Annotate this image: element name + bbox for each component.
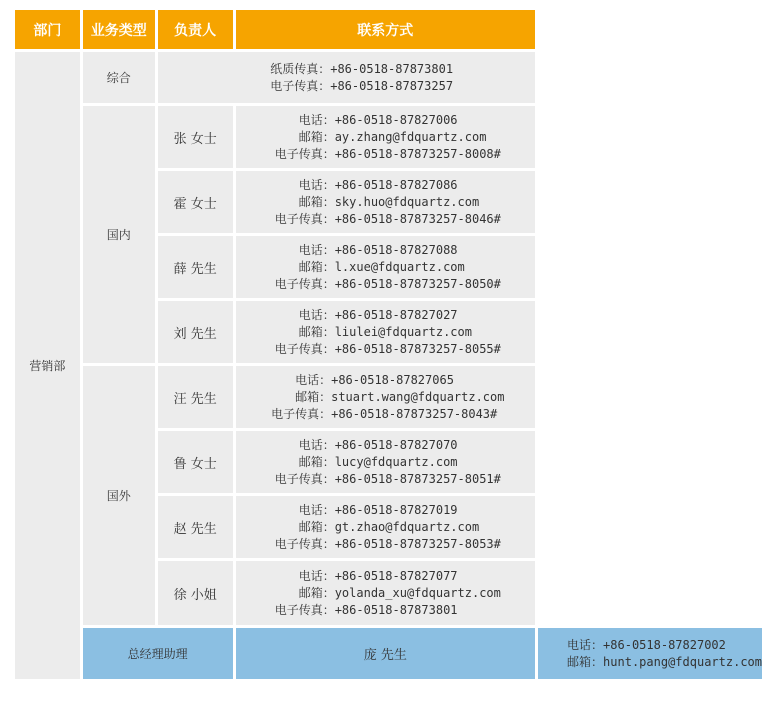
tel-label: 电话： <box>298 112 335 127</box>
efax-label: 电子传真： <box>274 146 335 161</box>
email-label: 邮箱： <box>567 654 604 669</box>
email-label: 邮箱： <box>298 585 335 600</box>
tel-label: 电话： <box>298 568 335 583</box>
person-name: 徐 小姐 <box>156 560 234 627</box>
tel-value: +86-0518-87827027 <box>334 307 458 322</box>
email-label: 邮箱： <box>298 194 335 209</box>
efax-label: 电子传真： <box>270 78 331 93</box>
department-gm-assistant: 总经理助理 <box>81 627 234 681</box>
efax-value: +86-0518-87873257-8050# <box>334 276 501 291</box>
header-person: 负责人 <box>156 9 234 51</box>
contact-cell <box>234 300 537 365</box>
person-name: 霍 女士 <box>156 170 234 235</box>
email-label: 邮箱： <box>298 324 335 339</box>
header-row <box>14 9 764 51</box>
tel-label: 电话： <box>567 637 604 652</box>
efax-label: 电子传真： <box>274 471 335 486</box>
tel-label: 电话： <box>298 437 335 452</box>
efax-value: +86-0518-87873257-8053# <box>334 536 501 551</box>
table-row <box>14 105 764 170</box>
contact-cell-general <box>156 51 536 105</box>
tel-label: 电话： <box>298 177 335 192</box>
email-value: ay.zhang@fdquartz.com <box>334 129 487 144</box>
table-row-gm-assistant <box>14 627 764 681</box>
tel-label: 电话： <box>295 372 332 387</box>
tel-value: +86-0518-87827006 <box>334 112 458 127</box>
business-type-domestic: 国内 <box>81 105 156 365</box>
efax-label: 电子传真： <box>271 406 332 421</box>
email-label: 邮箱： <box>298 129 335 144</box>
email-value: stuart.wang@fdquartz.com <box>331 389 505 404</box>
email-value: lucy@fdquartz.com <box>334 454 458 469</box>
contact-cell <box>234 105 537 170</box>
person-name: 刘 先生 <box>156 300 234 365</box>
efax-label: 电子传真： <box>274 341 335 356</box>
department-sales: 营销部 <box>14 51 82 681</box>
tel-value: +86-0518-87827065 <box>331 372 454 387</box>
contact-cell <box>234 560 537 627</box>
contact-cell <box>234 235 537 300</box>
contact-cell <box>234 365 537 430</box>
paper-fax-label: 纸质传真： <box>270 61 331 76</box>
business-type-overseas: 国外 <box>81 365 156 627</box>
email-value: sky.huo@fdquartz.com <box>334 194 480 209</box>
contact-cell <box>537 627 764 681</box>
contact-cell <box>234 495 537 560</box>
contact-lines <box>265 61 453 95</box>
efax-value: +86-0518-87873257-8055# <box>334 341 501 356</box>
email-label: 邮箱： <box>298 519 335 534</box>
efax-label: 电子传真： <box>274 276 335 291</box>
email-value: l.xue@fdquartz.com <box>334 259 465 274</box>
contact-table <box>12 7 765 682</box>
efax-value: +86-0518-87873257 <box>330 78 454 93</box>
email-label: 邮箱： <box>295 389 332 404</box>
paper-fax-value: +86-0518-87873801 <box>330 61 454 76</box>
tel-value: +86-0518-87827002 <box>603 637 726 652</box>
person-name: 汪 先生 <box>156 365 234 430</box>
tel-value: +86-0518-87827088 <box>334 242 458 257</box>
person-name: 鲁 女士 <box>156 430 234 495</box>
email-value: liulei@fdquartz.com <box>334 324 472 339</box>
table-row <box>14 365 764 430</box>
email-value: yolanda_xu@fdquartz.com <box>334 585 501 600</box>
tel-label: 电话： <box>298 307 335 322</box>
person-name: 薛 先生 <box>156 235 234 300</box>
tel-label: 电话： <box>298 242 335 257</box>
table-row <box>14 51 764 105</box>
tel-value: +86-0518-87827019 <box>334 502 458 517</box>
efax-value: +86-0518-87873801 <box>334 602 458 617</box>
person-name: 庞 先生 <box>234 627 537 681</box>
email-value: gt.zhao@fdquartz.com <box>334 519 480 534</box>
person-name: 张 女士 <box>156 105 234 170</box>
efax-value: +86-0518-87873257-8046# <box>334 211 501 226</box>
business-type-general: 综合 <box>81 51 156 105</box>
tel-value: +86-0518-87827077 <box>334 568 458 583</box>
header-contact: 联系方式 <box>234 9 537 51</box>
efax-value: +86-0518-87873257-8008# <box>334 146 501 161</box>
header-business-type: 业务类型 <box>81 9 156 51</box>
efax-label: 电子传真： <box>274 602 335 617</box>
email-label: 邮箱： <box>298 454 335 469</box>
person-name: 赵 先生 <box>156 495 234 560</box>
tel-label: 电话： <box>298 502 335 517</box>
email-label: 邮箱： <box>298 259 335 274</box>
contact-cell <box>234 430 537 495</box>
tel-value: +86-0518-87827070 <box>334 437 458 452</box>
efax-label: 电子传真： <box>274 536 335 551</box>
efax-value: +86-0518-87873257-8043# <box>331 406 498 421</box>
contact-cell <box>234 170 537 235</box>
tel-value: +86-0518-87827086 <box>334 177 458 192</box>
email-value: hunt.pang@fdquartz.com <box>603 654 762 669</box>
efax-value: +86-0518-87873257-8051# <box>334 471 501 486</box>
header-department: 部门 <box>14 9 82 51</box>
efax-label: 电子传真： <box>274 211 335 226</box>
